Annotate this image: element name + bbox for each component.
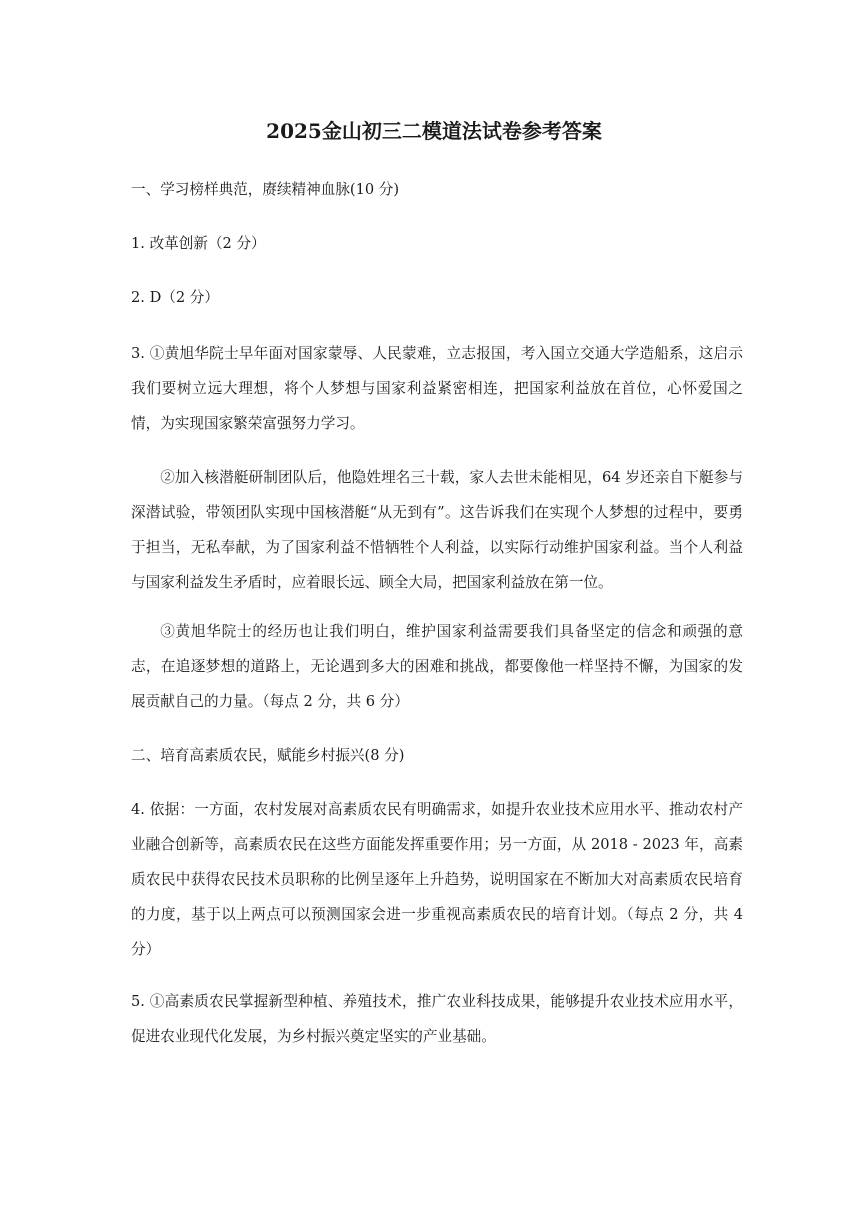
- answer-q3-point1: 3. ①黄旭华院士早年面对国家蒙辱、人民蒙难，立志报国，考入国立交通大学造船系，这启示我们要树立远大理想，将个人梦想与国家利益紧密相连，把国家利益放在首位，心怀爱国之情，为实现国家繁荣富强努力学习。: [131, 345, 743, 432]
- answer-q2: 2. D（2 分）: [131, 289, 219, 306]
- answer-q1: 1. 改革创新（2 分）: [131, 235, 266, 252]
- answer-q3-point3: ③黄旭华院士的经历也让我们明白，维护国家利益需要我们具备坚定的信念和顽强的意志，在追逐梦想的道路上，无论遇到多大的困难和挑战，都要像他一样坚持不懈，为国家的发展贡献自己的力量。（每点 2 分，共 6 分）: [131, 623, 743, 710]
- section-2-heading: 二、培育高素质农民，赋能乡村振兴(8 分): [131, 747, 405, 764]
- document-title: 2025金山初三二模道法试卷参考答案: [266, 119, 602, 143]
- answer-q3-point2: ②加入核潜艇研制团队后，他隐姓埋名三十载，家人去世未能相见，64 岁还亲自下艇参与深潜试验，带领团队实现中国核潜艇“从无到有”。这告诉我们在实现个人梦想的过程中，要勇于担当，无私奉献，为了国家利益不惜牺牲个人利益，以实际行动维护国家利益。当个人利益与国家利益发生矛盾时，应着眼长远、顾全大局，把国家利益放在第一位。: [131, 469, 743, 591]
- section-1-heading: 一、学习榜样典范，赓续精神血脉(10 分): [131, 181, 400, 198]
- answer-q5-point1: 5. ①高素质农民掌握新型种植、养殖技术，推广农业科技成果，能够提升农业技术应用水平，促进农业现代化发展，为乡村振兴奠定坚实的产业基础。: [131, 993, 743, 1045]
- answer-q4: 4. 依据：一方面，农村发展对高素质农民有明确需求，如提升农业技术应用水平、推动农村产业融合创新等，高素质农民在这些方面能发挥重要作用；另一方面，从 2018 - 2023 年，高素质农民中获得农民技术员职称的比例呈逐年上升趋势，说明国家在不断加大对高素质农民培育的力度，基于以上两点可以预测国家会进一步重视高素质农民的培育计划。（每点 2 分，共 4 分）: [131, 801, 743, 958]
